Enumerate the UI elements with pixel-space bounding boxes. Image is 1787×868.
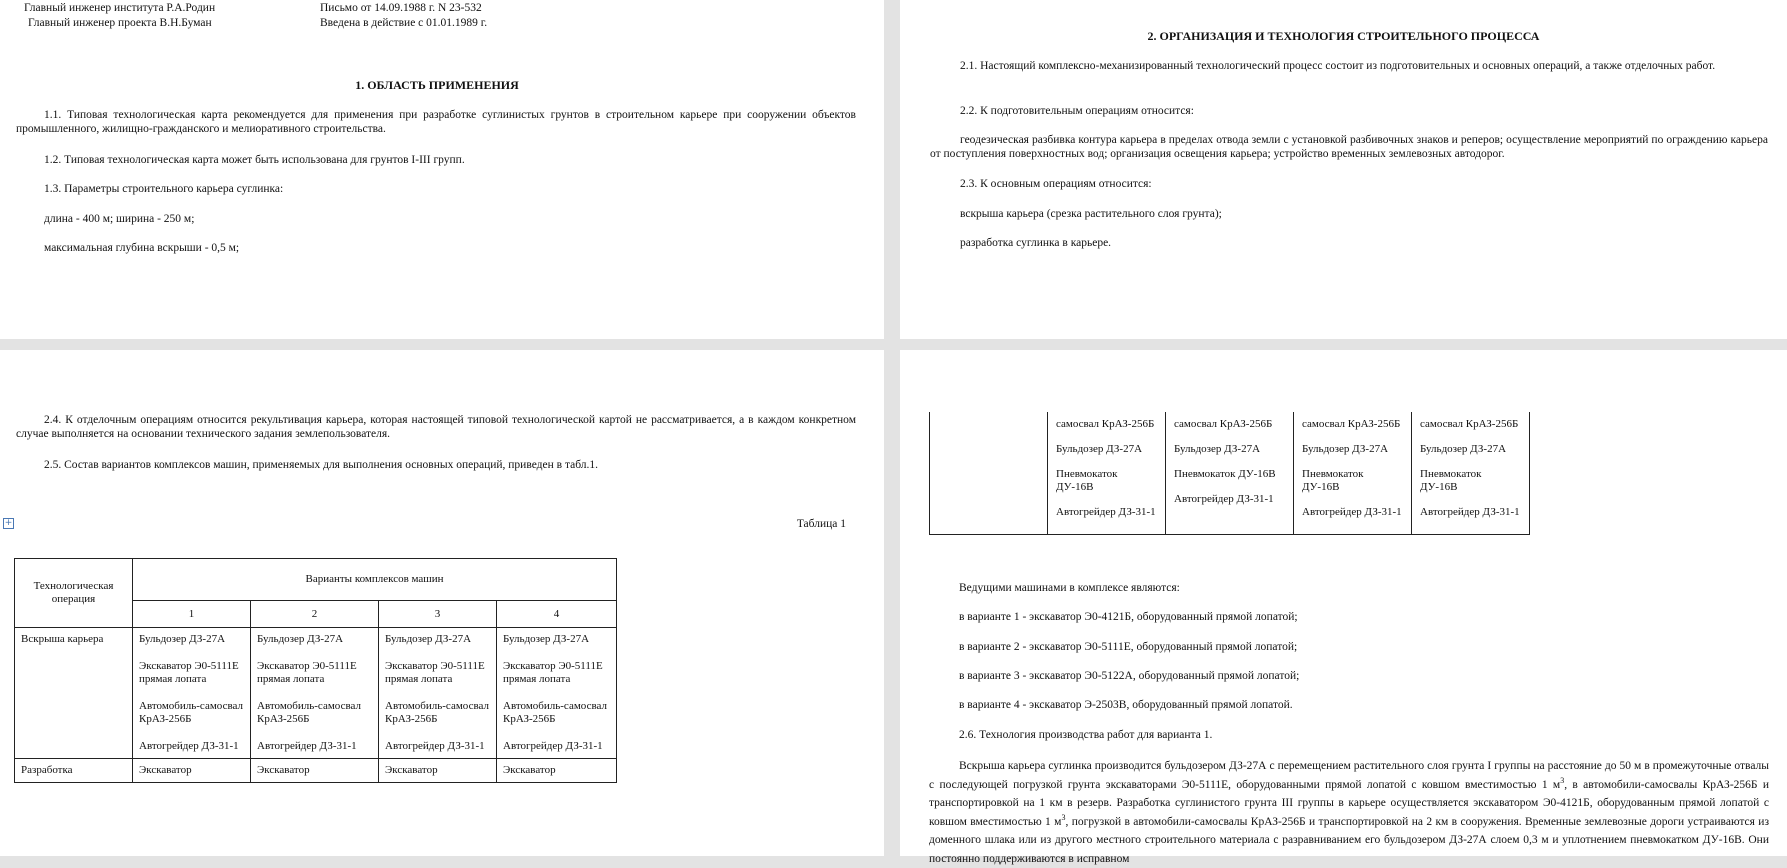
document-page-3 [0, 350, 884, 856]
paragraph-1-2: 1.2. Типовая технологическая карта может быть использована для грунтов I-III групп. [44, 154, 465, 166]
table-row [930, 412, 1530, 535]
table-cell [497, 759, 617, 783]
table-operation-cell [930, 412, 1048, 535]
section-title-2: 2. ОРГАНИЗАЦИЯ И ТЕХНОЛОГИЯ СТРОИТЕЛЬНОГО ПРОЦЕССА [1147, 29, 1540, 43]
quarry-depth: максимальная глубина вскрыши - 0,5 м; [44, 242, 240, 254]
effective-date-line: Введена в действие с 01.01.1989 г. [320, 17, 488, 29]
paragraph-2-3: 2.3. К основным операциям относится: [960, 178, 1152, 190]
machine-item: самосвал КрАЗ-256Б [1420, 418, 1519, 430]
machine-item: Экскаватор [503, 764, 556, 776]
machine-item: Экскаватор [385, 764, 438, 776]
table-cell [133, 759, 251, 783]
table-cell [251, 628, 379, 759]
table-cell [497, 628, 617, 759]
machine-item: Экскаватор [139, 764, 192, 776]
paragraph-2-4: 2.4. К отделочным операциям относится рекультивация карьера, которая настоящей типовой технологической картой не рассматривается, а в каждом конкретном случае выполняется на основании технического задания землепользователя. [16, 414, 856, 440]
machine-item: Автомобиль-самосвал КрАЗ-256Б [385, 700, 489, 725]
paragraph-2-5: 2.5. Состав вариантов комплексов машин, применяемых для выполнения основных операций, приведен в табл.1. [44, 459, 599, 471]
machine-item: Бульдозер ДЗ-27А [1056, 443, 1143, 455]
lead-machine-variant-2: в варианте 2 - экскаватор Э0-5111Е, оборудованный прямой лопатой; [959, 641, 1298, 653]
table-cell [1412, 412, 1530, 535]
machine-item: Автогрейдер ДЗ-31-1 [1174, 493, 1274, 505]
machine-item: Автогрейдер ДЗ-31-1 [1302, 506, 1402, 518]
machine-item: Автогрейдер ДЗ-31-1 [257, 740, 357, 752]
machine-item: Бульдозер ДЗ-27А [257, 633, 344, 645]
machine-item: Автогрейдер ДЗ-31-1 [1420, 506, 1520, 518]
letter-line: Письмо от 14.09.1988 г. N 23-532 [320, 2, 482, 14]
table-header-variants: Варианты комплексов машин [133, 559, 617, 601]
table-row [15, 759, 617, 783]
table-operation-cell: Разработка [15, 759, 133, 783]
machine-item: Автогрейдер ДЗ-31-1 [503, 740, 603, 752]
lead-machine-variant-1: в варианте 1 - экскаватор Э0-4121Б, оборудованный прямой лопатой; [959, 611, 1298, 623]
machine-item: Автогрейдер ДЗ-31-1 [1056, 506, 1156, 518]
table-cell [251, 759, 379, 783]
table-header-operation: Технологическая операция [15, 559, 133, 628]
machine-item: самосвал КрАЗ-256Б [1302, 418, 1401, 430]
lead-machines-intro: Ведущими машинами в комплексе являются: [959, 582, 1180, 594]
machine-item: Автомобиль-самосвал КрАЗ-256Б [257, 700, 361, 725]
machine-item: Автомобиль-самосвал КрАЗ-256Б [139, 700, 243, 725]
paragraph-1-3: 1.3. Параметры строительного карьера суглинка: [44, 183, 284, 195]
table-move-handle-icon[interactable]: + [4, 518, 13, 528]
body-text-part: , в автомобили-самосвалы КрАЗ-256Б и транспортировкой на 1 км в резерв. Разработка суглинистого грунта III группы в карьере осуществляется экскаватором Э0-4121Б, оборудованным прямой лопатой с ковшом вместимостью 1 м [929, 778, 1769, 828]
lead-machine-variant-3: в варианте 3 - экскаватор Э0-5122А, оборудованный прямой лопатой; [959, 670, 1300, 682]
main-operation-2: разработка суглинка в карьере. [960, 237, 1112, 249]
main-operation-1: вскрыша карьера (срезка растительного слоя грунта); [960, 208, 1222, 220]
table-variant-number: 4 [497, 601, 617, 628]
quarry-dimensions: длина - 400 м; ширина - 250 м; [44, 213, 195, 225]
machine-item: Бульдозер ДЗ-27А [1174, 443, 1261, 455]
superscript: 3 [1061, 812, 1066, 822]
machine-item: Экскаватор [257, 764, 310, 776]
table-cell [133, 628, 251, 759]
document-page-1 [0, 0, 884, 339]
machine-item: Экскаватор Э0-5111Е прямая лопата [503, 660, 603, 685]
machine-item: Пневмокаток ДУ-16В [1420, 468, 1482, 493]
lead-machine-variant-4: в варианте 4 - экскаватор Э-2503В, оборудованный прямой лопатой. [959, 699, 1293, 711]
table-variant-number: 1 [133, 601, 251, 628]
machine-item: Экскаватор Э0-5111Е прямая лопата [385, 660, 485, 685]
body-text-part: Вскрыша карьера суглинка производится бульдозером ДЗ-27А с перемещением растительного слоя грунта I группы на расстояние до 50 м в промежуточные отвалы с последующей погрузкой грунта экскаваторами Э0-5111Е, оборудованными прямой лопатой с ковшом вместимостью 1 м [929, 760, 1769, 791]
table-cell [1166, 412, 1294, 535]
paragraph-2-2: 2.2. К подготовительным операциям относится: [960, 105, 1194, 117]
table-row [15, 628, 617, 759]
section-title-1: 1. ОБЛАСТЬ ПРИМЕНЕНИЯ [355, 78, 519, 92]
table-cell [1294, 412, 1412, 535]
table-cell [379, 759, 497, 783]
machine-item: Экскаватор Э0-5111Е прямая лопата [139, 660, 239, 685]
paragraph-2-1: 2.1. Настоящий комплексно-механизированный технологический процесс состоит из подготовительных и основных операций, а также отделочных работ. [960, 60, 1716, 72]
project-engineer-line: Главный инженер проекта В.Н.Буман [28, 17, 212, 29]
machine-sets-table-continued [929, 412, 1530, 535]
machine-item: Пневмокаток ДУ-16В [1056, 468, 1118, 493]
body-text-part: , погрузкой в автомобили-самосвалы КрАЗ-256Б и транспортировкой на 2 км в сооружения. Временные землевозные дороги устраиваются из доменного шлака или из другого местного строительного материала с разравниванием его бульдозером ДЗ-27А слоем 0,3 м и уплотнением пневмокатком ДУ-16В. Они постоянно поддерживаются в исправном [929, 815, 1770, 865]
machine-item: Бульдозер ДЗ-27А [139, 633, 226, 645]
machine-item: Экскаватор Э0-5111Е прямая лопата [257, 660, 357, 685]
preparatory-operations: геодезическая разбивка контура карьера в пределах отвода земли с установкой разбивочных знаков и реперов; осуществление мероприятий по ограждению карьера от поступления поверхностных вод; организация освещения карьера; устройство временных землевозных автодорог. [930, 134, 1768, 160]
paragraph-1-1: 1.1. Типовая технологическая карта рекомендуется для применения при разработке суглинистых грунтов в строительном карьере при сооружении объектов промышленного, жилищно-гражданского и мелиоративного строительства. [16, 109, 856, 135]
machine-item: Бульдозер ДЗ-27А [1420, 443, 1507, 455]
machine-item: Пневмокаток ДУ-16В [1302, 468, 1364, 493]
machine-item: Бульдозер ДЗ-27А [385, 633, 472, 645]
table-cell [1048, 412, 1166, 535]
superscript: 3 [1560, 775, 1565, 785]
table-caption: Таблица 1 [796, 518, 846, 530]
machine-item: Автогрейдер ДЗ-31-1 [139, 740, 239, 752]
table-variant-number: 3 [379, 601, 497, 628]
machine-item: самосвал КрАЗ-256Б [1174, 418, 1273, 430]
table-cell [379, 628, 497, 759]
machine-sets-table [14, 558, 617, 783]
machine-item: самосвал КрАЗ-256Б [1056, 418, 1155, 430]
machine-item: Пневмокаток ДУ-16В [1174, 468, 1276, 480]
machine-item: Бульдозер ДЗ-27А [1302, 443, 1389, 455]
machine-item: Автомобиль-самосвал КрАЗ-256Б [503, 700, 607, 725]
document-page-4 [900, 350, 1787, 865]
table-operation-cell: Вскрыша карьера [15, 628, 133, 759]
table-variant-number: 2 [251, 601, 379, 628]
chief-engineer-line: Главный инженер института Р.А.Родин [24, 2, 216, 14]
machine-item: Бульдозер ДЗ-27А [503, 633, 590, 645]
paragraph-2-6: 2.6. Технология производства работ для варианта 1. [959, 729, 1213, 741]
technology-paragraph [929, 757, 1769, 868]
machine-item: Автогрейдер ДЗ-31-1 [385, 740, 485, 752]
document-page-2 [900, 0, 1787, 339]
